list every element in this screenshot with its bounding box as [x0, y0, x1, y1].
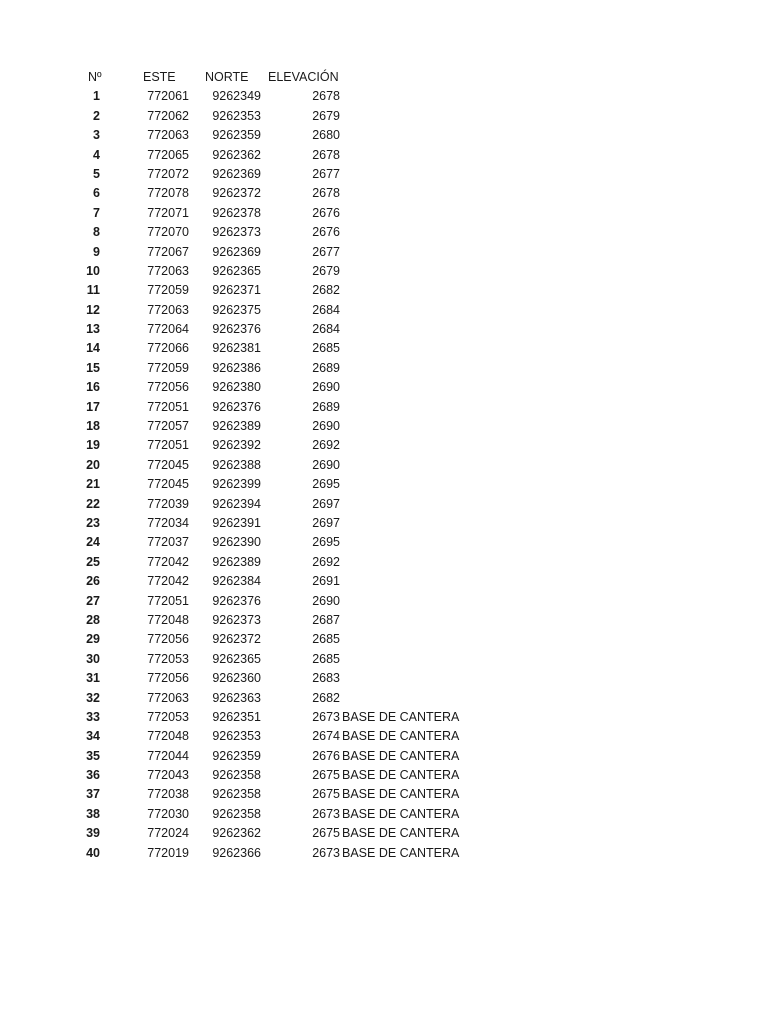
cell-elevacion: 2697: [312, 496, 340, 511]
cell-elevacion: 2675: [312, 768, 340, 783]
table-row: [0, 301, 768, 320]
cell-este: 772048: [147, 612, 189, 627]
cell-elevacion: 2689: [312, 360, 340, 375]
cell-norte: 9262358: [212, 806, 261, 821]
cell-norte: 9262373: [212, 612, 261, 627]
cell-no: 29: [86, 632, 100, 647]
cell-observacion: BASE DE CANTERA: [342, 806, 460, 821]
cell-observacion: BASE DE CANTERA: [342, 787, 460, 802]
cell-no: 40: [86, 845, 100, 860]
cell-elevacion: 2687: [312, 612, 340, 627]
cell-este: 772066: [147, 341, 189, 356]
cell-elevacion: 2675: [312, 826, 340, 841]
cell-no: 30: [86, 651, 100, 666]
cell-elevacion: 2690: [312, 419, 340, 434]
cell-no: 7: [93, 205, 100, 220]
cell-no: 37: [86, 787, 100, 802]
cell-observacion: BASE DE CANTERA: [342, 709, 460, 724]
cell-elevacion: 2692: [312, 554, 340, 569]
table-row: [0, 553, 768, 572]
cell-no: 19: [86, 438, 100, 453]
cell-no: 28: [86, 612, 100, 627]
cell-este: 772048: [147, 729, 189, 744]
cell-norte: 9262399: [212, 477, 261, 492]
cell-no: 24: [86, 535, 100, 550]
cell-este: 772067: [147, 244, 189, 259]
cell-elevacion: 2674: [312, 729, 340, 744]
table-row: [0, 243, 768, 262]
cell-no: 6: [93, 186, 100, 201]
cell-este: 772065: [147, 147, 189, 162]
cell-norte: 9262365: [212, 651, 261, 666]
cell-elevacion: 2680: [312, 128, 340, 143]
cell-no: 39: [86, 826, 100, 841]
cell-no: 36: [86, 768, 100, 783]
cell-este: 772056: [147, 671, 189, 686]
header-no: Nº: [88, 70, 102, 84]
header-norte: NORTE: [205, 70, 249, 84]
table-row: [0, 514, 768, 533]
cell-elevacion: 2692: [312, 438, 340, 453]
cell-este: 772057: [147, 419, 189, 434]
cell-este: 772024: [147, 826, 189, 841]
table-row: [0, 87, 768, 106]
cell-elevacion: 2678: [312, 147, 340, 162]
table-row: [0, 320, 768, 339]
cell-norte: 9262371: [212, 283, 261, 298]
header-este: ESTE: [143, 70, 176, 84]
cell-elevacion: 2685: [312, 651, 340, 666]
cell-este: 772039: [147, 496, 189, 511]
cell-este: 772063: [147, 263, 189, 278]
cell-norte: 9262376: [212, 593, 261, 608]
cell-no: 31: [86, 671, 100, 686]
cell-norte: 9262381: [212, 341, 261, 356]
table-row: [0, 456, 768, 475]
header-elevacion: ELEVACIÓN: [268, 70, 339, 84]
cell-no: 22: [86, 496, 100, 511]
cell-no: 9: [93, 244, 100, 259]
cell-este: 772043: [147, 768, 189, 783]
table-row: [0, 107, 768, 126]
cell-norte: 9262389: [212, 554, 261, 569]
cell-este: 772063: [147, 690, 189, 705]
cell-no: 4: [93, 147, 100, 162]
cell-este: 772045: [147, 477, 189, 492]
cell-elevacion: 2697: [312, 515, 340, 530]
cell-norte: 9262380: [212, 380, 261, 395]
table-row: [0, 126, 768, 145]
cell-no: 17: [86, 399, 100, 414]
cell-este: 772063: [147, 128, 189, 143]
cell-norte: 9262394: [212, 496, 261, 511]
cell-elevacion: 2676: [312, 748, 340, 763]
cell-este: 772059: [147, 283, 189, 298]
cell-este: 772063: [147, 302, 189, 317]
cell-este: 772037: [147, 535, 189, 550]
cell-este: 772078: [147, 186, 189, 201]
cell-elevacion: 2690: [312, 593, 340, 608]
cell-este: 772053: [147, 651, 189, 666]
table-row: [0, 165, 768, 184]
coordinates-table: [0, 68, 768, 863]
table-row: [0, 805, 768, 824]
cell-este: 772044: [147, 748, 189, 763]
table-body: [0, 87, 768, 863]
cell-no: 3: [93, 128, 100, 143]
table-row: [0, 747, 768, 766]
cell-elevacion: 2685: [312, 341, 340, 356]
cell-norte: 9262365: [212, 263, 261, 278]
cell-elevacion: 2675: [312, 787, 340, 802]
cell-norte: 9262353: [212, 108, 261, 123]
table-row: [0, 204, 768, 223]
cell-elevacion: 2676: [312, 225, 340, 240]
cell-observacion: BASE DE CANTERA: [342, 845, 460, 860]
table-row: [0, 592, 768, 611]
cell-observacion: BASE DE CANTERA: [342, 826, 460, 841]
cell-elevacion: 2673: [312, 806, 340, 821]
cell-norte: 9262373: [212, 225, 261, 240]
cell-no: 26: [86, 574, 100, 589]
cell-norte: 9262358: [212, 768, 261, 783]
cell-no: 33: [86, 709, 100, 724]
table-row: [0, 417, 768, 436]
table-row: [0, 378, 768, 397]
cell-norte: 9262351: [212, 709, 261, 724]
table-row: [0, 262, 768, 281]
cell-norte: 9262353: [212, 729, 261, 744]
cell-norte: 9262391: [212, 515, 261, 530]
table-row: [0, 611, 768, 630]
cell-este: 772051: [147, 438, 189, 453]
cell-norte: 9262392: [212, 438, 261, 453]
table-row: [0, 727, 768, 746]
cell-no: 18: [86, 419, 100, 434]
cell-norte: 9262369: [212, 166, 261, 181]
table-row: [0, 146, 768, 165]
table-row: [0, 281, 768, 300]
cell-elevacion: 2679: [312, 108, 340, 123]
cell-elevacion: 2673: [312, 845, 340, 860]
cell-norte: 9262369: [212, 244, 261, 259]
cell-no: 34: [86, 729, 100, 744]
cell-norte: 9262376: [212, 399, 261, 414]
cell-norte: 9262372: [212, 186, 261, 201]
cell-observacion: BASE DE CANTERA: [342, 768, 460, 783]
cell-elevacion: 2691: [312, 574, 340, 589]
table-header-row: [0, 68, 768, 87]
cell-norte: 9262389: [212, 419, 261, 434]
table-row: [0, 184, 768, 203]
cell-norte: 9262372: [212, 632, 261, 647]
table-row: [0, 708, 768, 727]
cell-elevacion: 2689: [312, 399, 340, 414]
cell-elevacion: 2679: [312, 263, 340, 278]
table-row: [0, 495, 768, 514]
table-row: [0, 339, 768, 358]
cell-elevacion: 2676: [312, 205, 340, 220]
cell-no: 25: [86, 554, 100, 569]
table-row: [0, 223, 768, 242]
cell-elevacion: 2678: [312, 89, 340, 104]
cell-no: 10: [86, 263, 100, 278]
cell-este: 772056: [147, 632, 189, 647]
cell-no: 16: [86, 380, 100, 395]
table-row: [0, 630, 768, 649]
cell-norte: 9262358: [212, 787, 261, 802]
cell-este: 772064: [147, 322, 189, 337]
cell-elevacion: 2695: [312, 535, 340, 550]
cell-este: 772053: [147, 709, 189, 724]
cell-elevacion: 2684: [312, 322, 340, 337]
cell-norte: 9262384: [212, 574, 261, 589]
table-row: [0, 785, 768, 804]
cell-este: 772062: [147, 108, 189, 123]
cell-elevacion: 2690: [312, 380, 340, 395]
cell-no: 23: [86, 515, 100, 530]
cell-elevacion: 2678: [312, 186, 340, 201]
cell-norte: 9262366: [212, 845, 261, 860]
table-row: [0, 436, 768, 455]
cell-norte: 9262362: [212, 147, 261, 162]
cell-elevacion: 2677: [312, 244, 340, 259]
cell-norte: 9262386: [212, 360, 261, 375]
cell-este: 772051: [147, 593, 189, 608]
cell-este: 772042: [147, 574, 189, 589]
cell-no: 5: [93, 166, 100, 181]
cell-elevacion: 2677: [312, 166, 340, 181]
cell-norte: 9262378: [212, 205, 261, 220]
cell-elevacion: 2682: [312, 283, 340, 298]
cell-no: 2: [93, 108, 100, 123]
table-row: [0, 669, 768, 688]
cell-norte: 9262359: [212, 128, 261, 143]
cell-norte: 9262363: [212, 690, 261, 705]
cell-norte: 9262360: [212, 671, 261, 686]
cell-norte: 9262388: [212, 457, 261, 472]
cell-este: 772070: [147, 225, 189, 240]
cell-este: 772038: [147, 787, 189, 802]
table-row: [0, 475, 768, 494]
cell-este: 772072: [147, 166, 189, 181]
table-row: [0, 844, 768, 863]
cell-no: 27: [86, 593, 100, 608]
table-row: [0, 533, 768, 552]
table-row: [0, 572, 768, 591]
cell-no: 1: [93, 89, 100, 104]
cell-este: 772030: [147, 806, 189, 821]
cell-elevacion: 2673: [312, 709, 340, 724]
cell-este: 772059: [147, 360, 189, 375]
cell-elevacion: 2682: [312, 690, 340, 705]
cell-norte: 9262390: [212, 535, 261, 550]
cell-no: 13: [86, 322, 100, 337]
cell-no: 21: [86, 477, 100, 492]
cell-no: 14: [86, 341, 100, 356]
cell-norte: 9262376: [212, 322, 261, 337]
cell-norte: 9262359: [212, 748, 261, 763]
cell-elevacion: 2685: [312, 632, 340, 647]
table-row: [0, 650, 768, 669]
table-row: [0, 359, 768, 378]
cell-norte: 9262362: [212, 826, 261, 841]
cell-este: 772019: [147, 845, 189, 860]
cell-no: 8: [93, 225, 100, 240]
cell-este: 772034: [147, 515, 189, 530]
cell-observacion: BASE DE CANTERA: [342, 729, 460, 744]
cell-no: 38: [86, 806, 100, 821]
cell-no: 15: [86, 360, 100, 375]
table-row: [0, 689, 768, 708]
cell-observacion: BASE DE CANTERA: [342, 748, 460, 763]
table-row: [0, 398, 768, 417]
cell-este: 772042: [147, 554, 189, 569]
cell-norte: 9262375: [212, 302, 261, 317]
cell-este: 772061: [147, 89, 189, 104]
cell-no: 11: [86, 283, 100, 298]
cell-elevacion: 2683: [312, 671, 340, 686]
table-row: [0, 766, 768, 785]
cell-elevacion: 2690: [312, 457, 340, 472]
cell-este: 772045: [147, 457, 189, 472]
cell-elevacion: 2684: [312, 302, 340, 317]
cell-este: 772051: [147, 399, 189, 414]
cell-norte: 9262349: [212, 89, 261, 104]
cell-elevacion: 2695: [312, 477, 340, 492]
cell-no: 35: [86, 748, 100, 763]
cell-este: 772071: [147, 205, 189, 220]
table-row: [0, 824, 768, 843]
cell-no: 12: [86, 302, 100, 317]
cell-este: 772056: [147, 380, 189, 395]
cell-no: 20: [86, 457, 100, 472]
cell-no: 32: [86, 690, 100, 705]
